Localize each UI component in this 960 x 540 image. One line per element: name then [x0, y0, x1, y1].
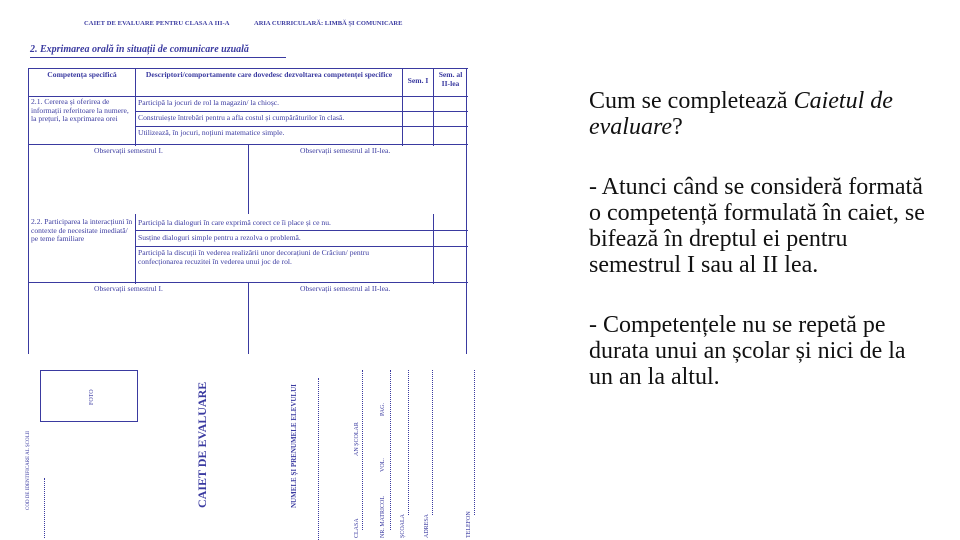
class-label: CLASA: [354, 518, 360, 538]
header-sem2: Sem. al II-lea: [438, 71, 463, 88]
school-code-label: COD DE IDENTIFICARE AL ȘCOLII: [26, 431, 31, 510]
fill-dots: [408, 370, 409, 515]
table-border: [135, 246, 468, 247]
table-border: [135, 126, 468, 127]
header-descriptor: Descriptori/comportamente care dovedesc dezvoltarea competenței specifice: [145, 71, 393, 79]
table-border: [433, 68, 434, 146]
question-italic: Caietul de evaluare: [589, 88, 893, 140]
table-border: [135, 111, 468, 112]
table-border: [28, 68, 29, 354]
table-border: [135, 214, 136, 284]
descriptor-2-2: Susține dialoguri simple pentru a rezolva o problemă.: [138, 234, 301, 242]
photo-box: [40, 370, 138, 422]
descriptor-2-3: Participă la discuții în vederea realizării unor decorațiuni de Crăciun/ pentru confecționarea recuzitei în vederea unui joc de rol.: [138, 249, 370, 266]
section-underline: [30, 57, 286, 58]
register-label: NR. MATRICOL: [380, 495, 386, 538]
observations-sem2-label: Observații semestrul al II-lea.: [300, 285, 391, 293]
cover-title: CAIET DE EVALUARE: [195, 381, 209, 508]
phone-label: TELEFON: [466, 511, 472, 538]
fill-dots: [44, 478, 45, 538]
instructions-text: [589, 88, 934, 424]
school-label: ȘCOALA: [400, 513, 406, 538]
competence-1: 2.1. Cererea și oferirea de informații referitoare la numere, la prețuri, la exprimarea orei: [31, 98, 129, 124]
header-sem1: Sem. I: [407, 77, 429, 85]
table-border: [402, 68, 403, 146]
observations-sem1-label: Observații semestrul I.: [94, 285, 163, 293]
address-label: ADRESA: [424, 513, 430, 538]
vol-label: VOL.: [380, 458, 386, 472]
table-border: [135, 230, 468, 231]
competence-table: [28, 68, 468, 354]
header-competence: Competența specifică: [47, 71, 117, 79]
table-border: [433, 214, 434, 284]
descriptor-1-3: Utilizează, în jocuri, noțiuni matematice simple.: [138, 129, 285, 137]
notebook-cover-scan: [0, 360, 480, 540]
bullet-point-1: - Atunci când se consideră formată o competență formulată în caiet, se bifează în dreptul ei pentru semestrul I sau al II lea.: [589, 174, 925, 278]
question-text: Cum se completează: [589, 88, 794, 114]
student-name-label: NUMELE ȘI PRENUMELE ELEVULUI: [290, 384, 298, 508]
doc-header-left: CAIET DE EVALUARE PENTRU CLASA A III-A: [84, 20, 230, 27]
fill-dots: [474, 370, 475, 515]
table-border: [135, 68, 136, 146]
observations-sem2-label: Observații semestrul al II-lea.: [300, 147, 391, 155]
descriptor-1-2: Construiește întrebări pentru a afla costul și cumpărăturilor în clasă.: [138, 114, 345, 122]
fill-dots: [362, 370, 363, 530]
slide-question: [589, 88, 934, 140]
photo-label: FOTO: [89, 389, 95, 405]
fill-dots: [432, 370, 433, 515]
doc-header-right: ARIA CURRICULARĂ: LIMBĂ ȘI COMUNICARE: [254, 20, 403, 27]
bullet-point-2: - Competențele nu se repetă pe durata unui an școlar și nici de la un an la altul.: [589, 312, 906, 390]
table-border: [248, 282, 249, 354]
doc-section-title: 2. Exprimarea orală în situații de comunicare uzuală: [30, 44, 249, 55]
fill-dots: [318, 378, 319, 540]
descriptor-2-1: Participă la dialoguri în care exprimă corect ce îi place și ce nu.: [138, 219, 331, 227]
table-border: [248, 144, 249, 214]
descriptor-1-1: Participă la jocuri de rol la magazin/ la chioșc.: [138, 99, 280, 107]
observations-sem1-label: Observații semestrul I.: [94, 147, 163, 155]
fill-dots: [390, 370, 391, 530]
page-label: PAG.: [380, 403, 386, 416]
competence-2: 2.2. Participarea la interacțiuni în contexte de necesitate imediată/ pe teme familiare: [31, 218, 133, 244]
question-mark: ?: [672, 114, 683, 140]
school-year-label: AN ȘCOLAR: [354, 422, 360, 456]
